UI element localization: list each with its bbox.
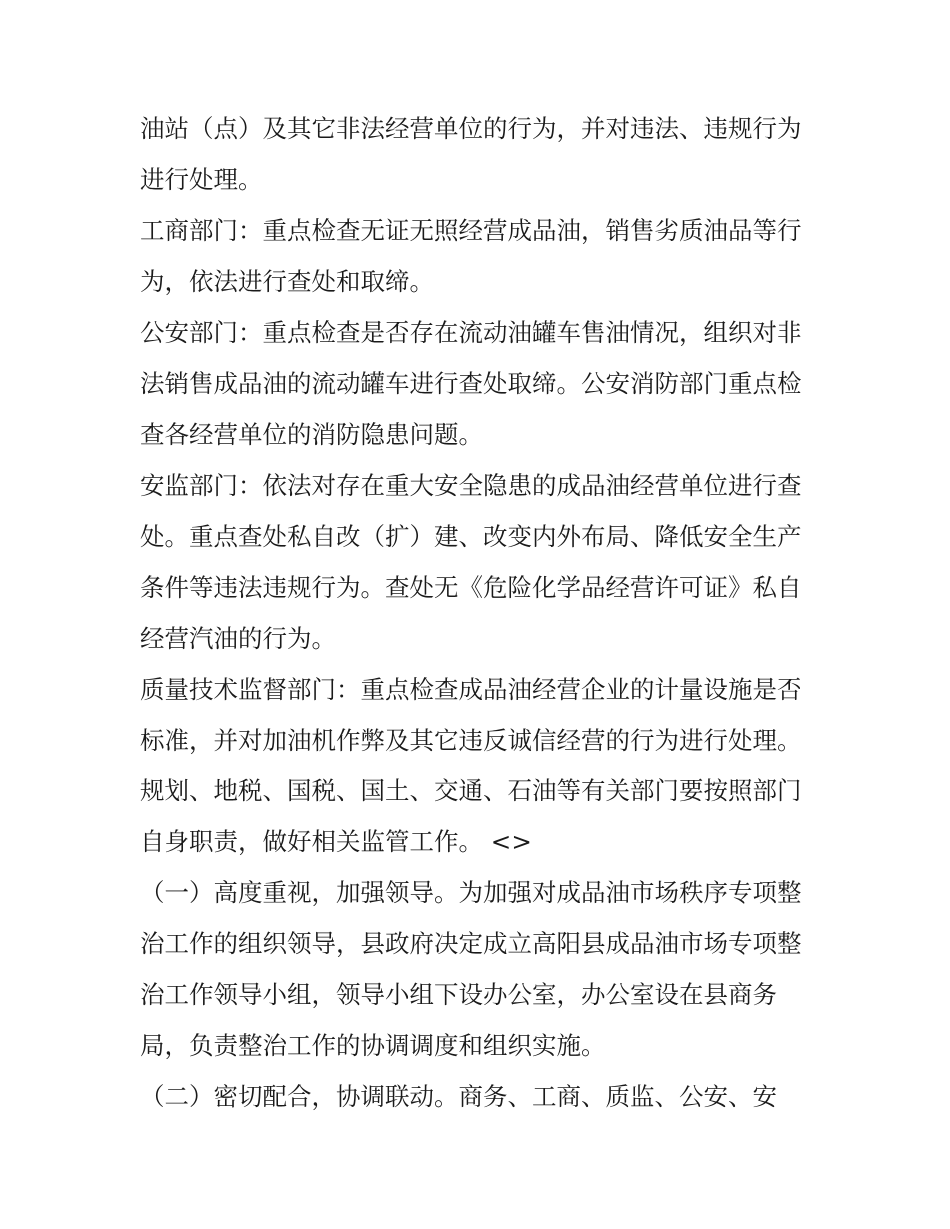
text-line: （一）高度重视，加强领导。为加强对成品油市场秩序专项整 [140, 878, 802, 907]
text-line: 安监部门：依法对存在重大安全隐患的成品油经营单位进行查 [140, 471, 802, 500]
text-line: 质量技术监督部门：重点检查成品油经营企业的计量设施是否 [140, 675, 802, 704]
text-line: 治工作的组织领导，县政府决定成立高阳县成品油市场专项整 [140, 929, 802, 958]
text-line: 经营汽油的行为。 [140, 624, 336, 653]
text-line: 工商部门：重点检查无证无照经营成品油，销售劣质油品等行 [140, 216, 802, 245]
text-line: 治工作领导小组，领导小组下设办公室，办公室设在县商务 [140, 980, 777, 1009]
text-line: 规划、地税、国税、国土、交通、石油等有关部门要按照部门 [140, 776, 802, 805]
text-line: 为，依法进行查处和取缔。 [140, 267, 434, 296]
text-line: 条件等违法违规行为。查处无《危险化学品经营许可证》私自 [140, 573, 802, 602]
text-line: （二）密切配合，协调联动。商务、工商、质监、公安、安 [140, 1082, 777, 1111]
text-line: 局，负责整治工作的协调调度和组织实施。 [140, 1031, 606, 1060]
text-line: 查各经营单位的消防隐患问题。 [140, 420, 483, 449]
text-line: 处。重点查处私自改（扩）建、改变内外布局、降低安全生产 [140, 522, 802, 551]
text-line: 公安部门：重点检查是否存在流动油罐车售油情况，组织对非 [140, 318, 802, 347]
text-line: 自身职责，做好相关监管工作。 <> [140, 827, 532, 856]
text-line: 进行处理。 [140, 165, 263, 194]
text-line: 油站（点）及其它非法经营单位的行为，并对违法、违规行为 [140, 114, 802, 143]
text-line: 标准，并对加油机作弊及其它违反诚信经营的行为进行处理。 [140, 726, 802, 755]
text-line: 法销售成品油的流动罐车进行查处取缔。公安消防部门重点检 [140, 369, 802, 398]
